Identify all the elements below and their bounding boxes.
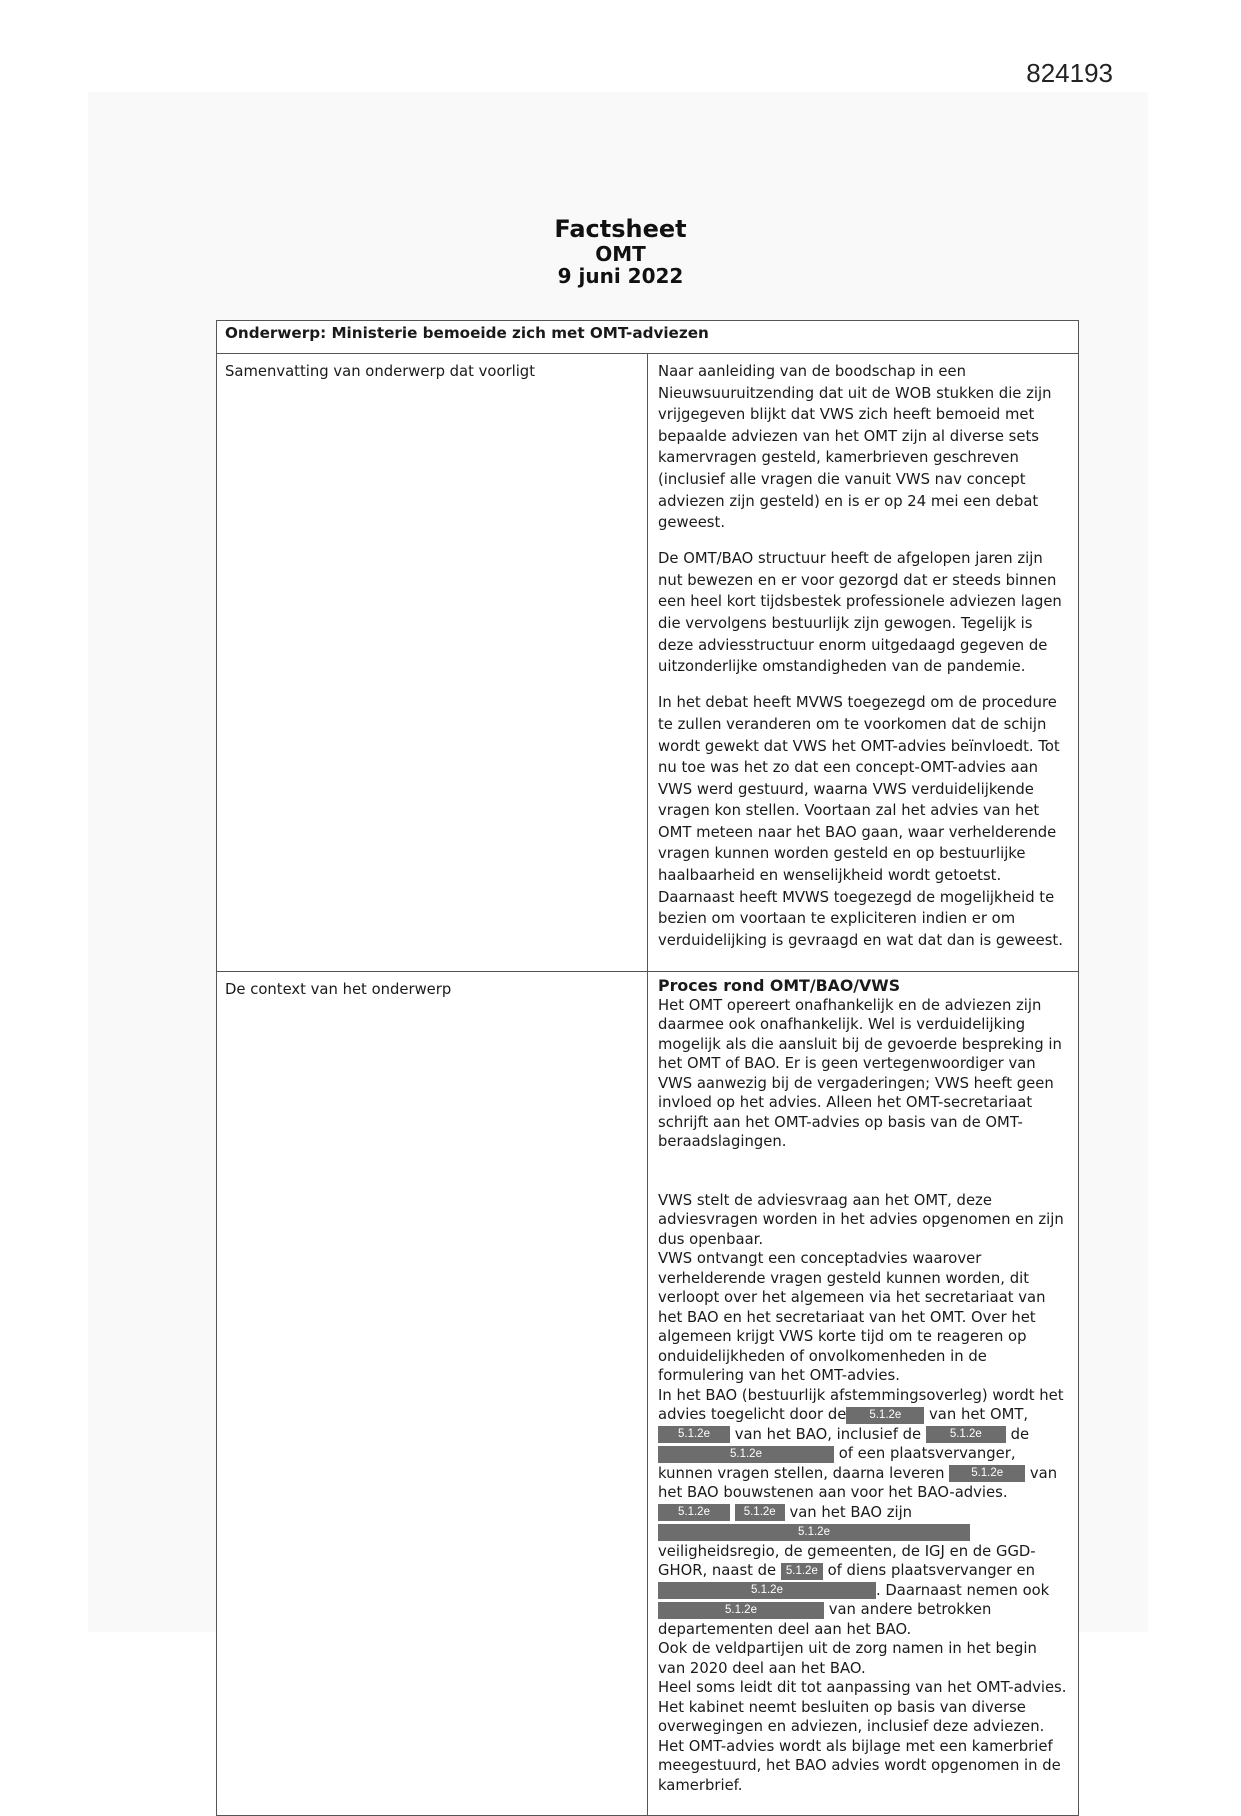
summary-paragraph: In het debat heeft MVWS toegezegd om de procedure te zullen veranderen om te voorkomen dat de schijn wordt gewekt dat VWS het OMT-advies beïnvloedt. Tot nu toe was het zo dat een concept-OMT-advies aan VWS werd gestuurd, waarna VWS verduidelijkende vragen kon stellen. Voortaan zal het advies van het OMT meteen naar het BAO gaan, waar verhelderende vragen kunnen worden gesteld en op bestuurlijke haalbaarheid en wenselijkheid wordt getoetst. Daarnaast heeft MVWS toegezegd de mogelijkheid te bezien om voortaan te expliciteren indien er om verduidelijking is gevraagd en wat dat dan is geweest. <box>658 694 1063 949</box>
context-paragraph-redacted <box>658 1386 1068 1640</box>
text-fragment: of diens plaatsvervanger en <box>827 1562 1036 1580</box>
text-fragment: van het BAO, inclusief de <box>734 1425 922 1443</box>
context-label: De context van het onderwerp <box>217 972 648 1816</box>
context-paragraph: Ook de veldpartijen uit de zorg namen in het begin van 2020 deel aan het BAO. <box>658 1640 1037 1677</box>
summary-row <box>217 354 1079 972</box>
summary-label: Samenvatting van onderwerp dat voorligt <box>217 354 648 972</box>
text-fragment: veiligheidsregio, de gemeenten, de IGJ en de GGD-GHOR, naast de <box>658 1542 1036 1580</box>
redaction-box: 5.1.2e <box>735 1504 785 1521</box>
paragraph-spacer <box>658 1152 1068 1191</box>
redaction-box: 5.1.2e <box>658 1426 730 1443</box>
redaction-box: 5.1.2e <box>658 1524 970 1541</box>
document-subtitle: OMT <box>595 241 646 266</box>
summary-paragraph: Naar aanleiding van de boodschap in een Nieuwsuuruitzending dat uit de WOB stukken die zijn vrijgegeven blijkt dat VWS zich heeft bemoeid met bepaalde adviezen van het OMT zijn al diverse sets kamervragen gesteld, kamerbrieven geschreven (inclusief alle vragen die vanuit VWS nav concept adviezen zijn gesteld) en is er op 24 mei een debat geweest. <box>658 363 1052 532</box>
text-fragment: van het BAO zijn <box>789 1503 913 1521</box>
summary-content <box>648 354 1079 972</box>
subject-row <box>217 321 1079 354</box>
redaction-box: 5.1.2e <box>658 1446 834 1463</box>
redaction-box: 5.1.2e <box>658 1602 824 1619</box>
context-paragraph: VWS ontvangt een conceptadvies waarover verhelderende vragen gesteld kunnen worden, dit verloopt over het algemeen via het secretariaat van het BAO en het secretariaat van het OMT. Over het algemeen krijgt VWS korte tijd om te reageren op onduidelijkheden of onvolkomenheden in de formulering van het OMT-advies. <box>658 1250 1046 1385</box>
context-heading: Proces rond OMT/BAO/VWS <box>658 976 901 996</box>
redaction-box: 5.1.2e <box>846 1407 924 1424</box>
page-number: 824193 <box>1026 58 1113 88</box>
text-fragment: . Daarnaast nemen ook <box>876 1581 1050 1599</box>
document-header <box>0 216 1241 288</box>
redaction-box: 5.1.2e <box>949 1465 1025 1482</box>
summary-paragraph: De OMT/BAO structuur heeft de afgelopen jaren zijn nut bewezen en er voor gezorgd dat er steeds binnen een heel kort tijdsbestek professionele adviezen lagen die vervolgens bestuurlijk zijn gewogen. Tegelijk is deze adviesstructuur enorm uitgedaagd gegeven de uitzonderlijke omstandigheden van de pandemie. <box>658 550 1062 676</box>
text-fragment: In het BAO (bestuurlijk afstemmingsoverleg) wordt het advies toegelicht door de <box>658 1386 1064 1424</box>
text-fragment: de <box>1010 1425 1030 1443</box>
redaction-box: 5.1.2e <box>926 1426 1006 1443</box>
context-content <box>648 972 1079 1816</box>
text-fragment: of een plaatsvervanger, kunnen vragen stellen, daarna leveren <box>658 1445 1016 1482</box>
document-title: Factsheet <box>554 215 687 243</box>
context-paragraph: VWS stelt de adviesvraag aan het OMT, deze adviesvragen worden in het advies opgenomen en zijn dus openbaar. <box>658 1191 1064 1248</box>
redaction-box: 5.1.2e <box>781 1563 823 1580</box>
text-fragment: van het BAO bouwstenen aan voor het BAO-advies. <box>658 1464 1058 1502</box>
text-fragment: van het OMT, <box>929 1406 1029 1424</box>
redaction-box: 5.1.2e <box>658 1504 730 1521</box>
context-paragraph: Het kabinet neemt besluiten op basis van diverse overwegingen en adviezen, inclusief deze adviezen. <box>658 1698 1045 1736</box>
context-row <box>217 972 1079 1816</box>
text-fragment: van andere betrokken departementen deel aan het BAO. <box>658 1601 992 1638</box>
redaction-box: 5.1.2e <box>658 1582 876 1599</box>
context-paragraph: Het OMT-advies wordt als bijlage met een kamerbrief meegestuurd, het BAO advies wordt opgenomen in de kamerbrief. <box>658 1737 1061 1794</box>
factsheet-table <box>216 320 1079 1816</box>
subject-cell: Onderwerp: Ministerie bemoeide zich met OMT-adviezen <box>217 321 1079 354</box>
document-date: 9 juni 2022 <box>557 264 684 289</box>
context-paragraph: Heel soms leidt dit tot aanpassing van het OMT-advies. <box>658 1679 1067 1697</box>
context-paragraph: Het OMT opereert onafhankelijk en de adviezen zijn daarmee ook onafhankelijk. Wel is verduidelijking mogelijk als die aansluit bij de gevoerde bespreking in het OMT of BAO. Er is geen vertegenwoordiger van VWS aanwezig bij de vergaderingen; VWS heeft geen invloed op het advies. Alleen het OMT-secretariaat schrijft aan het OMT-advies op basis van de OMT-beraadslagingen. <box>658 996 1062 1151</box>
